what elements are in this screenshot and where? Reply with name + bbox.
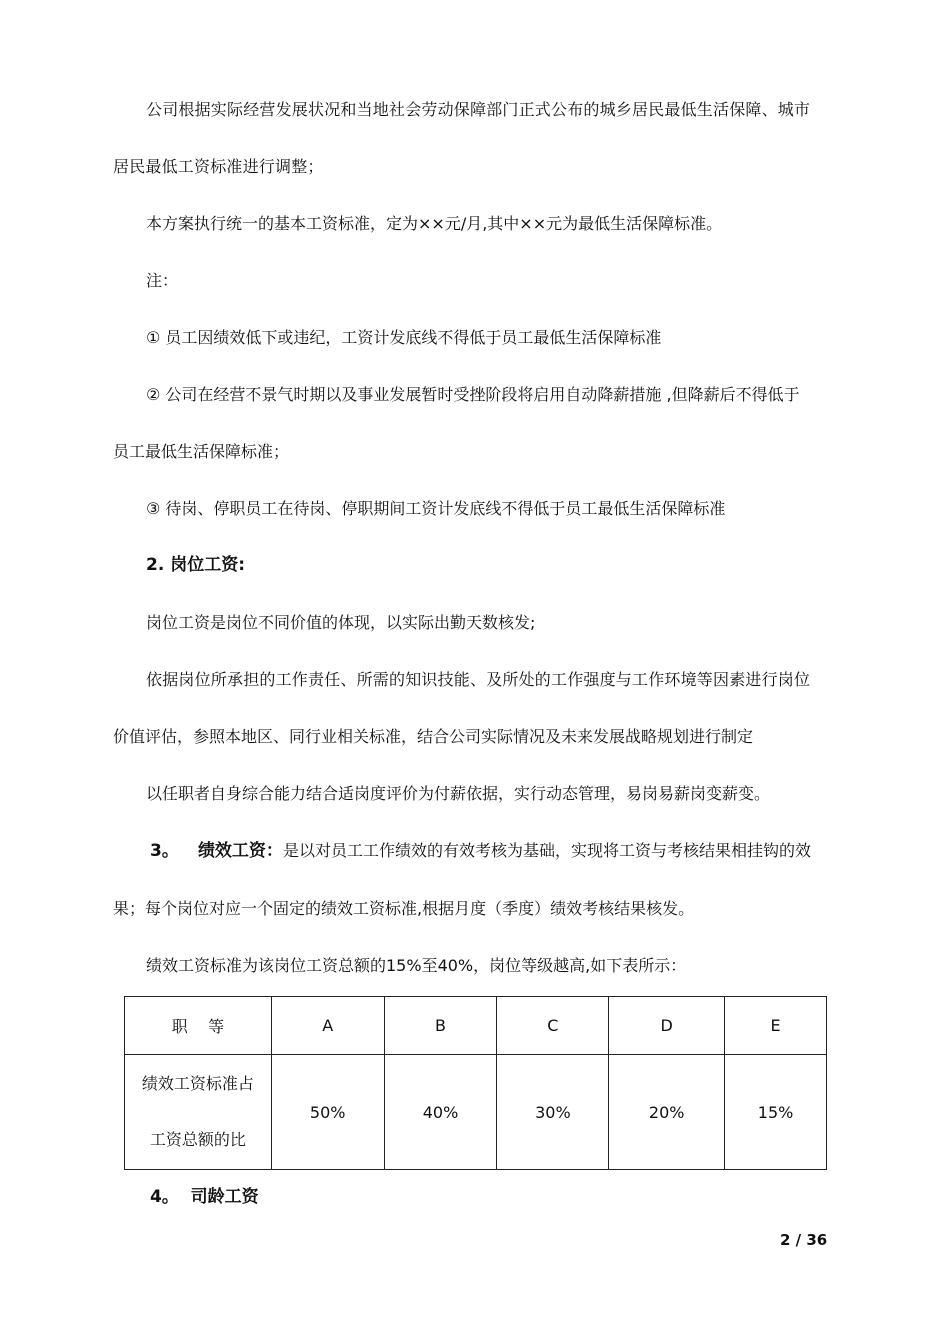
table-header-cell: C [497, 997, 609, 1055]
table-cell: 30% [497, 1055, 609, 1170]
paragraph-line: 依据岗位所承担的工作责任、所需的知识技能、及所处的工作强度与工作环境等因素进行岗位 [146, 670, 811, 689]
section-heading: 2. 岗位工资: [146, 555, 246, 575]
paragraph-line: 绩效工资标准为该岗位工资总额的15%至40%，岗位等级越高,如下表所示： [146, 956, 687, 975]
paragraph-text: 是以对员工工作绩效的有效考核为基础，实现将工资与考核结果相挂钩的效 [282, 841, 811, 860]
row-label-line: 工资总额的比 [149, 1130, 246, 1149]
note-label: 注： [146, 271, 179, 290]
paragraph-line: 本方案执行统一的基本工资标准，定为××元/月,其中××元为最低生活保障标准。 [146, 214, 723, 233]
paragraph-line: 以任职者自身综合能力结合适岗度评价为付薪依据，实行动态管理，易岗易薪岗变薪变。 [146, 784, 771, 803]
section-number: 3。 [150, 841, 179, 861]
section-heading-line [150, 840, 811, 862]
table-header-cell: A [271, 997, 384, 1055]
section-label: 绩效工资： [197, 841, 283, 861]
note-item: ② 公司在经营不景气时期以及事业发展暂时受挫阶段将启用自动降薪措施 ,但降薪后不得低于 [146, 385, 800, 404]
paragraph-line: 公司根据实际经营发展状况和当地社会劳动保障部门正式公布的城乡居民最低生活保障、城市 [146, 100, 811, 119]
paragraph-line: 居民最低工资标准进行调整； [113, 157, 324, 176]
row-label-line: 绩效工资标准占 [141, 1074, 254, 1093]
section-heading: 4。 司龄工资 [150, 1187, 259, 1207]
paragraph-line: 价值评估，参照本地区、同行业相关标准，结合公司实际情况及未来发展战略规划进行制定 [113, 727, 754, 746]
note-item: 员工最低生活保障标准； [113, 442, 290, 461]
table-header-row [125, 997, 827, 1055]
paragraph-line: 岗位工资是岗位不同价值的体现，以实际出勤天数核发; [146, 613, 536, 632]
table-header-cell: D [609, 997, 725, 1055]
page-number: 2 / 36 [780, 1231, 828, 1249]
table-header-cell: 职 等 [125, 997, 272, 1055]
table-cell: 15% [725, 1055, 827, 1170]
table-row-label [125, 1055, 272, 1170]
paragraph-line: 果；每个岗位对应一个固定的绩效工资标准,根据月度（季度）绩效考核结果核发。 [113, 899, 695, 918]
table-header-cell: B [384, 997, 497, 1055]
table-cell: 50% [271, 1055, 384, 1170]
table-row [125, 1055, 827, 1170]
note-item: ③ 待岗、停职员工在待岗、停职期间工资计发底线不得低于员工最低生活保障标准 [146, 499, 726, 518]
note-item: ① 员工因绩效低下或违纪，工资计发底线不得低于员工最低生活保障标准 [146, 328, 662, 347]
table-cell: 40% [384, 1055, 497, 1170]
table-cell: 20% [609, 1055, 725, 1170]
performance-pay-table [124, 996, 827, 1170]
table-header-cell: E [725, 997, 827, 1055]
